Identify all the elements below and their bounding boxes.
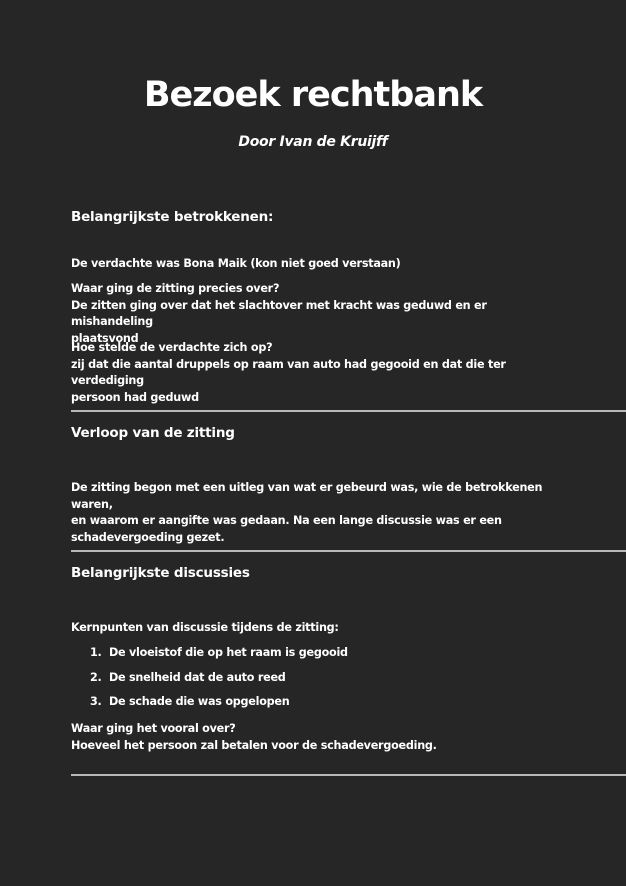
suspect-line: De verdachte was Bona Maik (kon niet goed verstaan) bbox=[71, 257, 401, 270]
verloop-line-1: De zitting begon met een uitleg van wat er gebeurd was, wie de betrokkenen waren, bbox=[71, 481, 543, 511]
document-author: Door Ivan de Kruijff bbox=[238, 134, 388, 150]
list-item-number: 3. bbox=[90, 695, 102, 708]
suspect-text bbox=[71, 256, 561, 273]
verloop-line-3: schadevergoeding gezet. bbox=[71, 530, 225, 544]
discussion-intro-line: Kernpunten van discussie tijdens de zitting: bbox=[71, 621, 339, 634]
question-verdachte: Hoe stelde de verdachte zich op? bbox=[71, 341, 273, 354]
discussion-intro bbox=[71, 620, 561, 637]
answer-verdachte-line-2: persoon had geduwd bbox=[71, 390, 199, 404]
section-heading-discussies: Belangrijkste discussies bbox=[71, 565, 250, 581]
list-item-number: 2. bbox=[90, 670, 102, 684]
verloop-paragraph bbox=[71, 480, 571, 546]
answer-vooral: Hoeveel het persoon zal betalen voor de schadevergoeding. bbox=[71, 738, 437, 752]
question-zitting: Waar ging de zitting precies over? bbox=[71, 282, 280, 295]
section-divider bbox=[71, 550, 626, 552]
verloop-line-2: en waarom er aangifte was gedaan. Na een lange discussie was er een bbox=[71, 514, 502, 527]
list-item-text: De vloeistof die op het raam is gegooid bbox=[109, 646, 348, 659]
answer-zitting-line-1: De zitten ging over dat het slachtover met kracht was geduwd en er mishandeling bbox=[71, 298, 487, 328]
list-item-number: 1. bbox=[90, 646, 102, 659]
list-item-text: De snelheid dat de auto reed bbox=[109, 670, 286, 684]
list-item-text: De schade die was opgelopen bbox=[109, 695, 290, 708]
question-vooral: Waar ging het vooral over? bbox=[71, 722, 236, 735]
answer-zitting-line-2: plaatsvond bbox=[71, 331, 139, 345]
section-heading-verloop: Verloop van de zitting bbox=[71, 425, 235, 441]
question-block-verdachte bbox=[71, 340, 561, 406]
section-divider bbox=[71, 774, 626, 776]
answer-verdachte-line-1: zij dat die aantal druppels op raam van auto had gegooid en dat die ter verdediging bbox=[71, 357, 506, 387]
question-block-vooral bbox=[71, 721, 561, 754]
section-divider bbox=[71, 410, 626, 412]
document-title: Bezoek rechtbank bbox=[143, 75, 483, 115]
section-heading-betrokkenen: Belangrijkste betrokkenen: bbox=[71, 209, 274, 225]
question-block-zitting bbox=[71, 281, 561, 347]
